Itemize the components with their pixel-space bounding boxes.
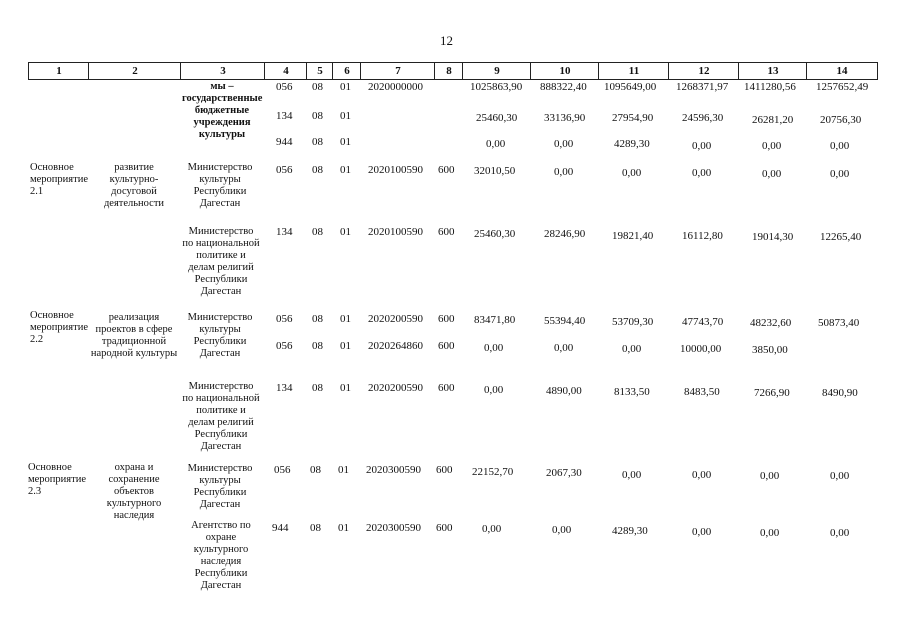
row6-c9: 0,00 — [482, 523, 502, 535]
row1-c11: 0,00 — [622, 167, 642, 179]
col-header-3: 3 — [180, 62, 265, 80]
row1-c14: 0,00 — [830, 168, 850, 180]
row2-c7: 2020100590 — [368, 226, 423, 238]
row6-c4: 944 — [272, 522, 289, 534]
row1-executor: Министерство культуры Республики Дагестан — [187, 162, 253, 209]
row0-l2-c11: 4289,30 — [614, 138, 650, 150]
row4-c10: 4890,00 — [546, 385, 582, 397]
row3-l0-c14: 50873,40 — [818, 317, 860, 329]
row4-c4: 134 — [276, 382, 293, 394]
row4-c6: 01 — [340, 382, 351, 394]
row5-c12: 0,00 — [692, 469, 712, 481]
row6-c14: 0,00 — [830, 527, 850, 539]
row1-c13: 0,00 — [762, 168, 782, 180]
row1-c12: 0,00 — [692, 167, 712, 179]
col-header-2: 2 — [88, 62, 181, 80]
row2-c13: 19014,30 — [752, 231, 794, 243]
col-header-12: 12 — [668, 62, 739, 80]
row0-l0-c9: 1025863,90 — [470, 81, 523, 93]
row4-c5: 08 — [312, 382, 323, 394]
row3-description: реализация проектов в сфере традиционной народной культуры — [90, 312, 178, 359]
row0-l1-c11: 27954,90 — [612, 112, 654, 124]
row6-c11: 4289,30 — [612, 525, 648, 537]
row6-executor: Агентство по охране культурного наследия Республики Дагестан — [191, 520, 251, 591]
row2-c11: 19821,40 — [612, 230, 654, 242]
row2-c10: 28246,90 — [544, 228, 586, 240]
row0-l2-c4: 944 — [276, 136, 293, 148]
row2-c14: 12265,40 — [820, 231, 862, 243]
row5-c9: 22152,70 — [472, 466, 514, 478]
row3-l0-c8: 600 — [438, 313, 455, 325]
row0-l0-c7: 2020000000 — [368, 81, 423, 93]
row0-l2-c5: 08 — [312, 136, 323, 148]
row2-c5: 08 — [312, 226, 323, 238]
row4-c7: 2020200590 — [368, 382, 423, 394]
row1-activity: Основное мероприятие 2.1 — [30, 162, 88, 197]
row5-executor: Министерство культуры Республики Дагестан — [187, 463, 253, 510]
row1-description: развитие культурно-досуговой деятельности — [103, 162, 165, 209]
row2-c6: 01 — [340, 226, 351, 238]
row0-l2-c12: 0,00 — [692, 140, 712, 152]
row6-c5: 08 — [310, 522, 321, 534]
col-header-9: 9 — [462, 62, 531, 80]
row0-l1-c6: 01 — [340, 110, 351, 122]
col-header-6: 6 — [332, 62, 361, 80]
row1-c9: 32010,50 — [474, 165, 516, 177]
row0-l0-c4: 056 — [276, 81, 293, 93]
row3-l1-c7: 2020264860 — [368, 340, 423, 352]
row3-l0-c13: 48232,60 — [750, 317, 792, 329]
row3-l1-c12: 10000,00 — [680, 343, 722, 355]
row3-executor: Министерство культуры Республики Дагестан — [187, 312, 253, 359]
row3-l0-c12: 47743,70 — [682, 316, 724, 328]
row0-l1-c14: 20756,30 — [820, 114, 862, 126]
row0-l2-c9: 0,00 — [486, 138, 506, 150]
row3-l0-c5: 08 — [312, 313, 323, 325]
row3-activity: Основное мероприятие 2.2 — [30, 310, 88, 345]
col-header-5: 5 — [306, 62, 333, 80]
row3-l1-c10: 0,00 — [554, 342, 574, 354]
row3-l0-c11: 53709,30 — [612, 316, 654, 328]
row1-c5: 08 — [312, 164, 323, 176]
row4-executor: Министерство по национальной политике и делам религий Республики Дагестан — [182, 381, 260, 452]
row2-c4: 134 — [276, 226, 293, 238]
row0-l2-c10: 0,00 — [554, 138, 574, 150]
row6-c6: 01 — [338, 522, 349, 534]
row5-c11: 0,00 — [622, 469, 642, 481]
row0-l2-c14: 0,00 — [830, 140, 850, 152]
row0-l2-c6: 01 — [340, 136, 351, 148]
row3-l0-c10: 55394,40 — [544, 315, 586, 327]
row3-l1-c4: 056 — [276, 340, 293, 352]
row5-c6: 01 — [338, 464, 349, 476]
col-header-10: 10 — [530, 62, 599, 80]
col-header-7: 7 — [360, 62, 435, 80]
row0-l0-c10: 888322,40 — [540, 81, 587, 93]
row0-l0-c14: 1257652,49 — [816, 81, 869, 93]
row2-c9: 25460,30 — [474, 228, 516, 240]
row1-c8: 600 — [438, 164, 455, 176]
row5-description: охрана и сохранение объектов культурного наследия — [106, 462, 162, 521]
row5-c7: 2020300590 — [366, 464, 421, 476]
row0-l0-c12: 1268371,97 — [676, 81, 729, 93]
row0-executor: мы – государственные бюджетные учреждения культуры — [182, 81, 263, 140]
row4-c8: 600 — [438, 382, 455, 394]
row1-c4: 056 — [276, 164, 293, 176]
col-header-11: 11 — [598, 62, 669, 80]
col-header-1: 1 — [28, 62, 89, 80]
col-header-14: 14 — [806, 62, 878, 80]
row2-c12: 16112,80 — [682, 230, 723, 242]
row4-c11: 8133,50 — [614, 386, 650, 398]
row4-c14: 8490,90 — [822, 387, 858, 399]
row3-l1-c5: 08 — [312, 340, 323, 352]
row0-l1-c13: 26281,20 — [752, 114, 794, 126]
row0-l1-c12: 24596,30 — [682, 112, 724, 124]
row1-c6: 01 — [340, 164, 351, 176]
row6-c10: 0,00 — [552, 524, 572, 536]
row3-l1-c13: 3850,00 — [752, 344, 788, 356]
row0-l0-c11: 1095649,00 — [604, 81, 657, 93]
row2-executor: Министерство по национальной политике и делам религий Республики Дагестан — [182, 226, 260, 297]
row2-c8: 600 — [438, 226, 455, 238]
row3-l1-c6: 01 — [340, 340, 351, 352]
row0-l1-c9: 25460,30 — [476, 112, 518, 124]
row0-l1-c10: 33136,90 — [544, 112, 586, 124]
row0-l1-c4: 134 — [276, 110, 293, 122]
row5-c10: 2067,30 — [546, 467, 582, 479]
col-header-4: 4 — [264, 62, 307, 80]
row5-c13: 0,00 — [760, 470, 780, 482]
row6-c8: 600 — [436, 522, 453, 534]
row3-l1-c8: 600 — [438, 340, 455, 352]
row5-c4: 056 — [274, 464, 291, 476]
col-header-8: 8 — [434, 62, 463, 80]
row6-c7: 2020300590 — [366, 522, 421, 534]
row3-l0-c4: 056 — [276, 313, 293, 325]
row4-c12: 8483,50 — [684, 386, 720, 398]
row1-c10: 0,00 — [554, 166, 574, 178]
row0-l0-c13: 1411280,56 — [744, 81, 796, 93]
row6-c13: 0,00 — [760, 527, 780, 539]
row5-c8: 600 — [436, 464, 453, 476]
row1-c7: 2020100590 — [368, 164, 423, 176]
row3-l0-c9: 83471,80 — [474, 314, 516, 326]
row4-c9: 0,00 — [484, 384, 504, 396]
row5-activity: Основное мероприятие 2.3 — [28, 462, 86, 497]
row3-l1-c9: 0,00 — [484, 342, 504, 354]
row3-l0-c7: 2020200590 — [368, 313, 423, 325]
row0-l0-c5: 08 — [312, 81, 323, 93]
row5-c5: 08 — [310, 464, 321, 476]
row3-l1-c11: 0,00 — [622, 343, 642, 355]
row6-c12: 0,00 — [692, 526, 712, 538]
col-header-13: 13 — [738, 62, 807, 80]
row0-l0-c6: 01 — [340, 81, 351, 93]
row0-l1-c5: 08 — [312, 110, 323, 122]
row3-l0-c6: 01 — [340, 313, 351, 325]
row0-l2-c13: 0,00 — [762, 140, 782, 152]
page-number: 12 — [440, 33, 453, 48]
row5-c14: 0,00 — [830, 470, 850, 482]
row4-c13: 7266,90 — [754, 387, 790, 399]
